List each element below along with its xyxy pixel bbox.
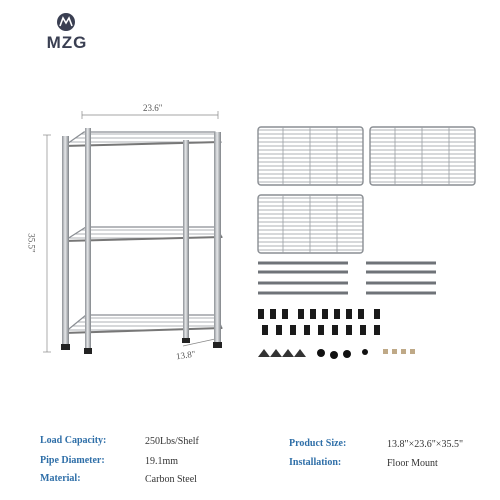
plastic-sleeves [258, 309, 380, 335]
loose-poles [258, 263, 436, 293]
foot [213, 342, 222, 348]
hardware-pieces [258, 349, 415, 359]
pole-back-right [183, 140, 189, 340]
product-size-value: 13.8"×23.6"×35.5" [387, 439, 464, 450]
foot [182, 338, 190, 343]
loose-shelf-panel [258, 195, 363, 253]
product-size-label: Product Size: [289, 438, 347, 449]
installation-value: Floor Mount [387, 458, 438, 469]
loose-shelf-panel [258, 127, 363, 185]
brand-name: MZG [46, 33, 88, 52]
height-dimension-label: 35.5" [26, 233, 37, 253]
foot [61, 344, 70, 350]
material-label: Material: [40, 473, 81, 484]
pipe-diameter-value: 19.1mm [145, 456, 179, 467]
width-dimension-label: 23.6" [143, 103, 163, 113]
pole-front-left [62, 136, 69, 346]
load-capacity-value: 250Lbs/Shelf [145, 436, 199, 447]
depth-dimension-label: 13.8" [175, 348, 197, 362]
installation-label: Installation: [289, 457, 342, 468]
pole-back-left [85, 128, 91, 350]
material-value: Carbon Steel [145, 474, 197, 485]
load-capacity-label: Load Capacity: [40, 435, 107, 446]
wire-shelf-unit [61, 128, 222, 354]
pipe-diameter-label: Pipe Diameter: [40, 455, 105, 466]
foot [84, 348, 92, 354]
loose-shelf-panels [258, 127, 475, 253]
pole-front-right [214, 132, 221, 344]
loose-shelf-panel [370, 127, 475, 185]
